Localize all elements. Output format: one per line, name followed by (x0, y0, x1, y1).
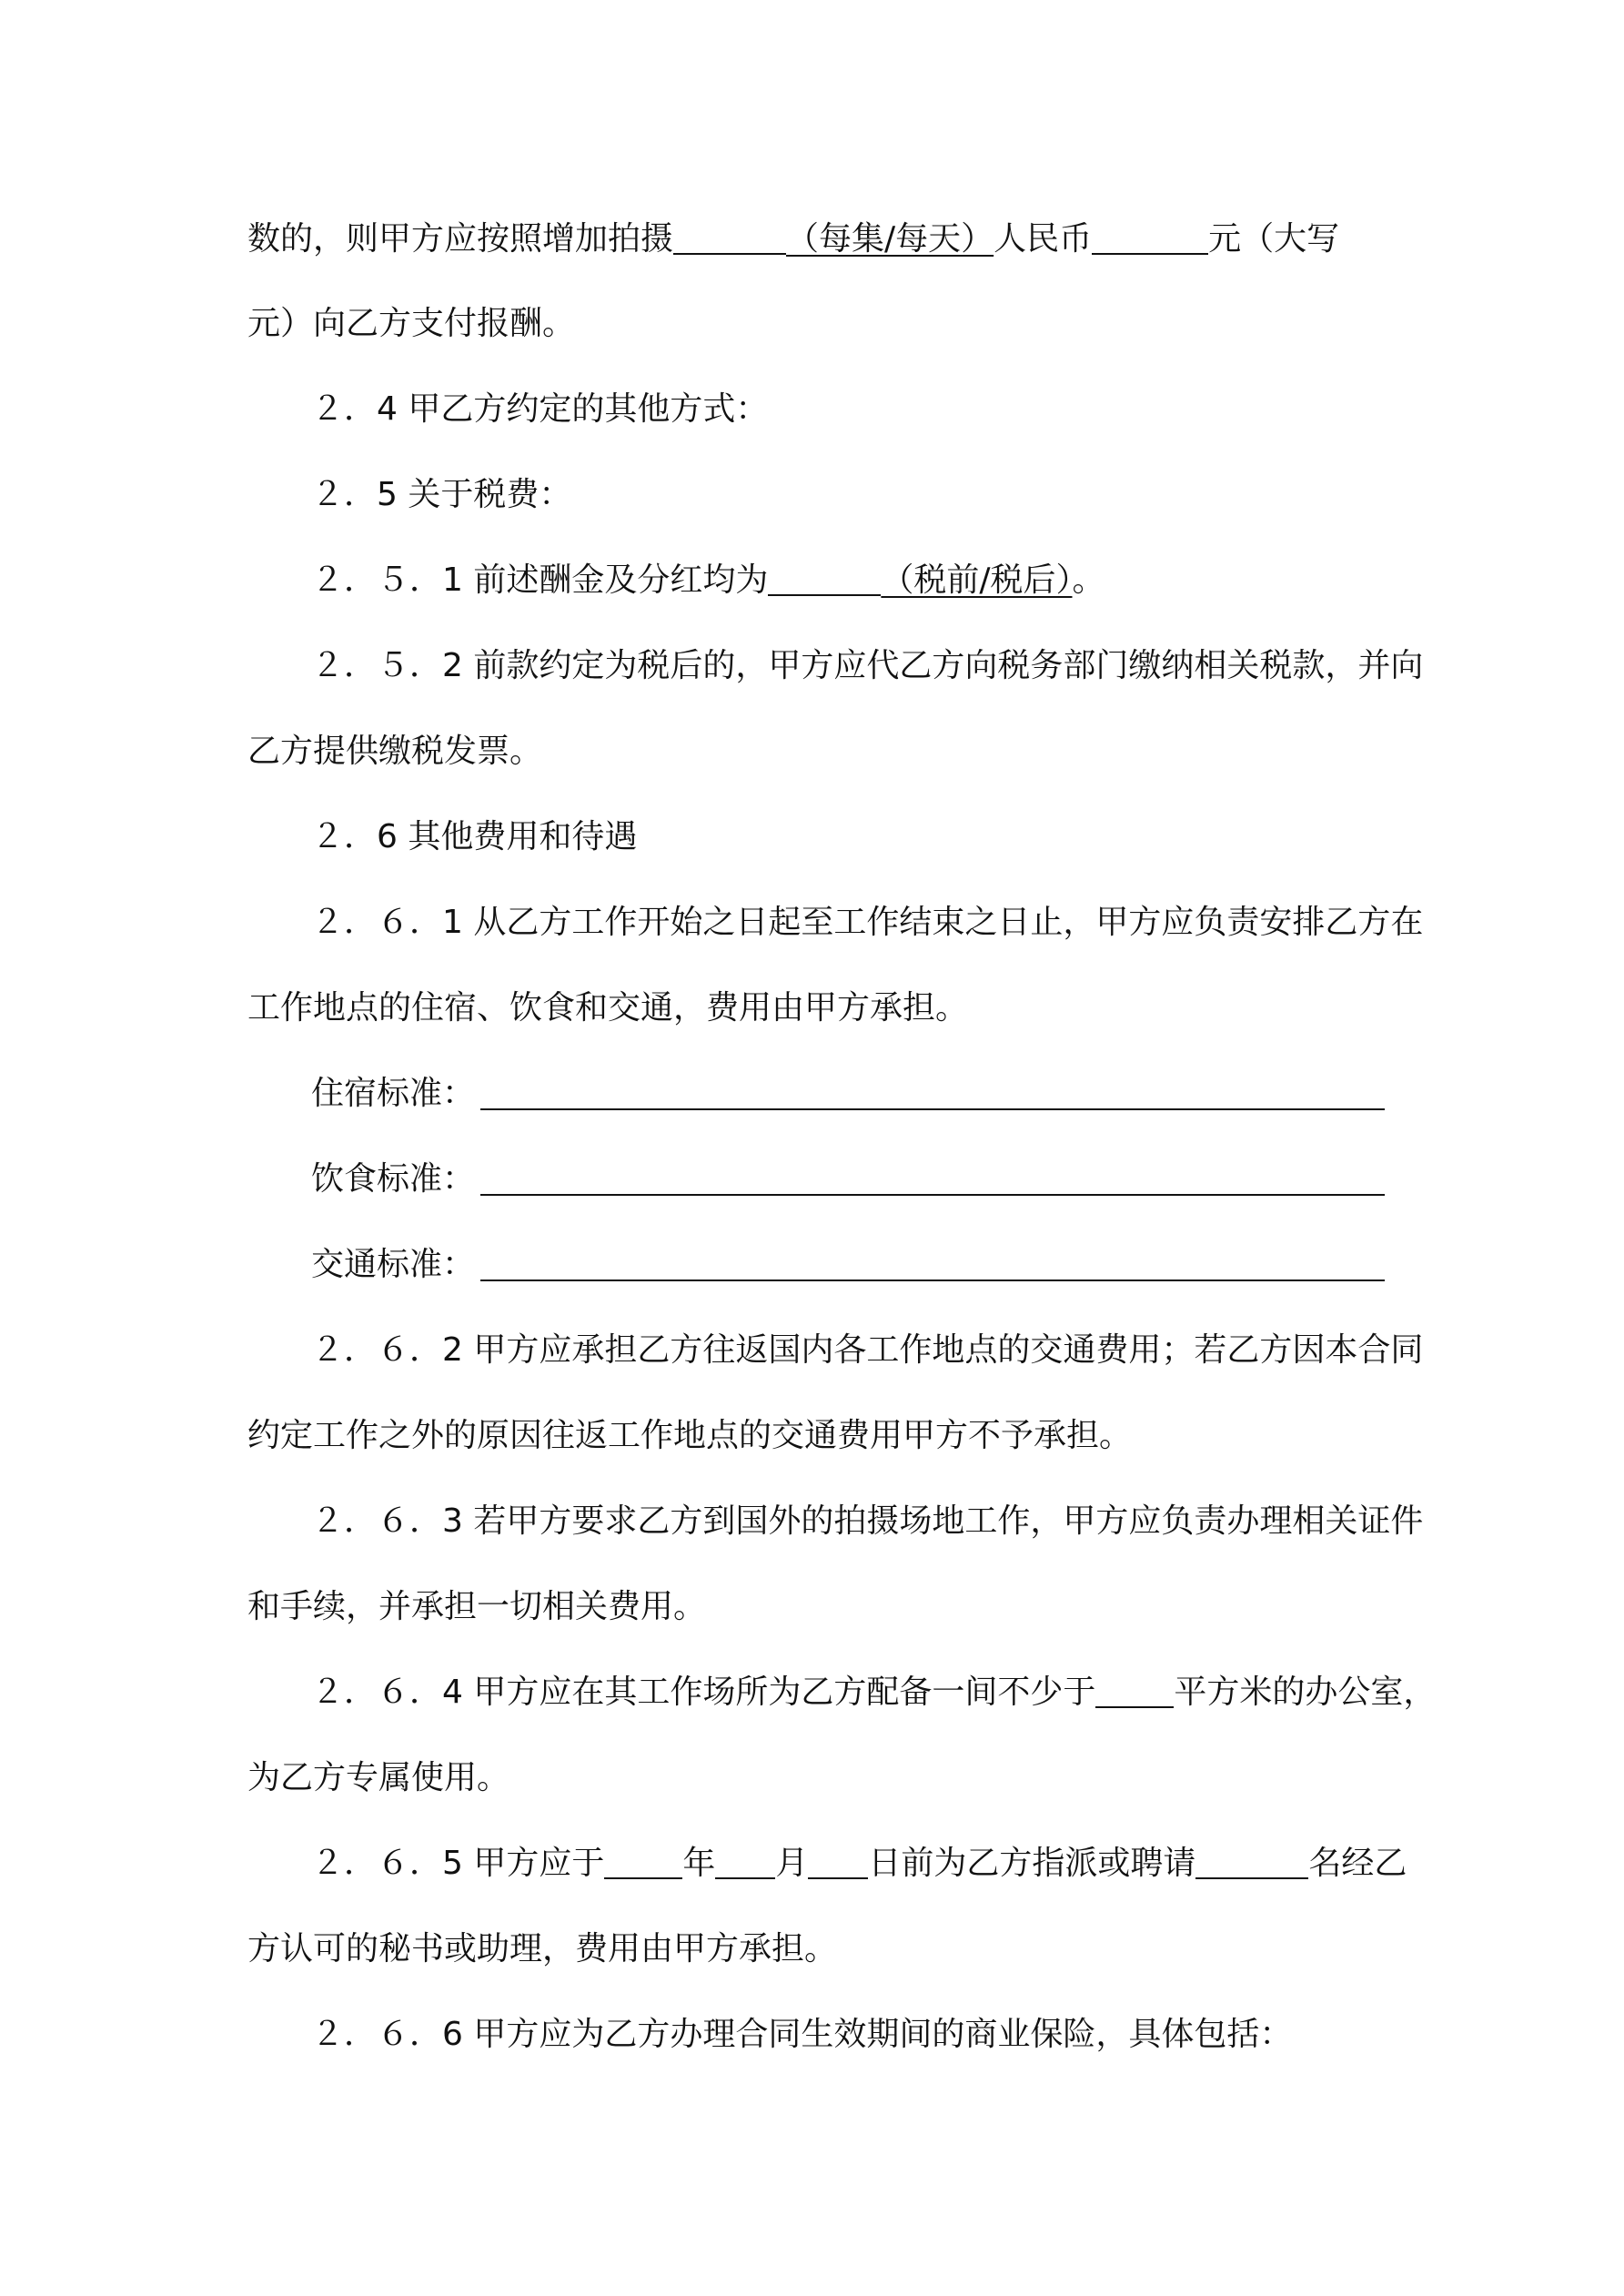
para-text: 数的，则甲方应按照增加拍摄 (247, 220, 674, 258)
per-episode-day-option: （每集/每天） (786, 220, 994, 258)
para-2-6-1-cont (247, 981, 1385, 1036)
standard-row-accommodation (247, 1067, 1385, 1121)
para-2-3-line (247, 212, 1385, 267)
para-text: 名经乙 (1308, 1845, 1407, 1882)
para-2-6-3-cont (247, 1580, 1385, 1634)
blank-field[interactable] (768, 560, 881, 596)
para-2-6-4-cont (247, 1751, 1385, 1805)
para-text: ２．６．6 甲方应为乙方办理合同生效期间的商业保险，具体包括： (311, 2016, 1293, 2053)
blank-field[interactable] (715, 1843, 775, 1879)
blank-field[interactable] (1092, 218, 1208, 255)
para-text: ２．６．5 甲方应于 (311, 1845, 605, 1882)
para-2-6-1 (311, 895, 1424, 950)
para-text: 日前为乙方指派或聘请 (868, 1845, 1196, 1882)
para-text: 方认可的秘书或助理，费用由甲方承担。 (247, 1930, 838, 1967)
blank-field[interactable] (673, 218, 786, 255)
blank-field[interactable] (808, 1843, 868, 1879)
standard-label: 交通标准： (311, 1246, 476, 1283)
standard-row-food (247, 1152, 1385, 1207)
para-2-5 (311, 468, 1385, 522)
standard-fill-line[interactable] (480, 1108, 1385, 1110)
para-text: ２．5 关于税费： (311, 476, 572, 513)
para-2-6-6 (311, 2008, 1385, 2062)
para-text: ２．6 其他费用和待遇 (311, 818, 638, 855)
para-2-6-5 (311, 1836, 1407, 1891)
para-text: ２．５．2 前款约定为税后的，甲方应代乙方向税务部门缴纳相关税款，并向 (311, 647, 1424, 684)
standard-row-transport (247, 1238, 1385, 1292)
para-text: 乙方提供缴税发票。 (247, 733, 543, 770)
tax-option: （税前/税后） (881, 561, 1073, 599)
para-text: 约定工作之外的原因往返工作地点的交通费用甲方不予承担。 (247, 1417, 1133, 1454)
para-text: ２．６．2 甲方应承担乙方往返国内各工作地点的交通费用；若乙方因本合同 (311, 1331, 1424, 1369)
para-text: 元）向乙方支付报酬。 (247, 305, 576, 342)
para-text: 平方米的办公室， (1174, 1674, 1437, 1711)
para-text: ２．５．1 前述酬金及分红均为 (311, 561, 769, 599)
para-text: ２．６．3 若甲方要求乙方到国外的拍摄场地工作，甲方应负责办理相关证件 (311, 1502, 1424, 1540)
para-text: ２．６．4 甲方应在其工作场所为乙方配备一间不少于 (311, 1674, 1096, 1711)
standard-label: 饮食标准： (311, 1160, 476, 1198)
para-2-6-2 (311, 1323, 1424, 1378)
para-2-3-cont (247, 297, 1385, 351)
para-2-6-2-cont (247, 1409, 1385, 1463)
para-2-6-5-cont (247, 1922, 1385, 1977)
blank-field[interactable] (604, 1843, 682, 1879)
para-text: 工作地点的住宿、饮食和交通，费用由甲方承担。 (247, 989, 969, 1027)
para-2-6-4 (311, 1665, 1437, 1720)
para-text: 为乙方专属使用。 (247, 1759, 510, 1796)
para-2-4 (311, 382, 1385, 437)
standard-fill-line[interactable] (480, 1194, 1385, 1196)
para-2-6 (311, 810, 1385, 865)
blank-field[interactable] (1095, 1672, 1174, 1708)
para-text: 年 (682, 1845, 716, 1882)
para-text: ２．4 甲乙方约定的其他方式： (311, 390, 769, 428)
para-text: 月 (775, 1845, 809, 1882)
para-text: 元（大写 (1208, 220, 1340, 258)
blank-field[interactable] (1195, 1843, 1308, 1879)
para-2-5-2-cont (247, 724, 1385, 779)
para-text: 和手续，并承担一切相关费用。 (247, 1588, 707, 1625)
para-2-5-1 (311, 553, 1385, 608)
para-2-5-2 (311, 639, 1424, 693)
para-text: 。 (1072, 561, 1105, 599)
para-text: ２．６．1 从乙方工作开始之日起至工作结束之日止，甲方应负责安排乙方在 (311, 904, 1424, 941)
para-2-6-3 (311, 1494, 1424, 1549)
standard-label: 住宿标准： (311, 1075, 476, 1112)
standard-fill-line[interactable] (480, 1279, 1385, 1281)
para-text: 人民币 (994, 220, 1093, 258)
